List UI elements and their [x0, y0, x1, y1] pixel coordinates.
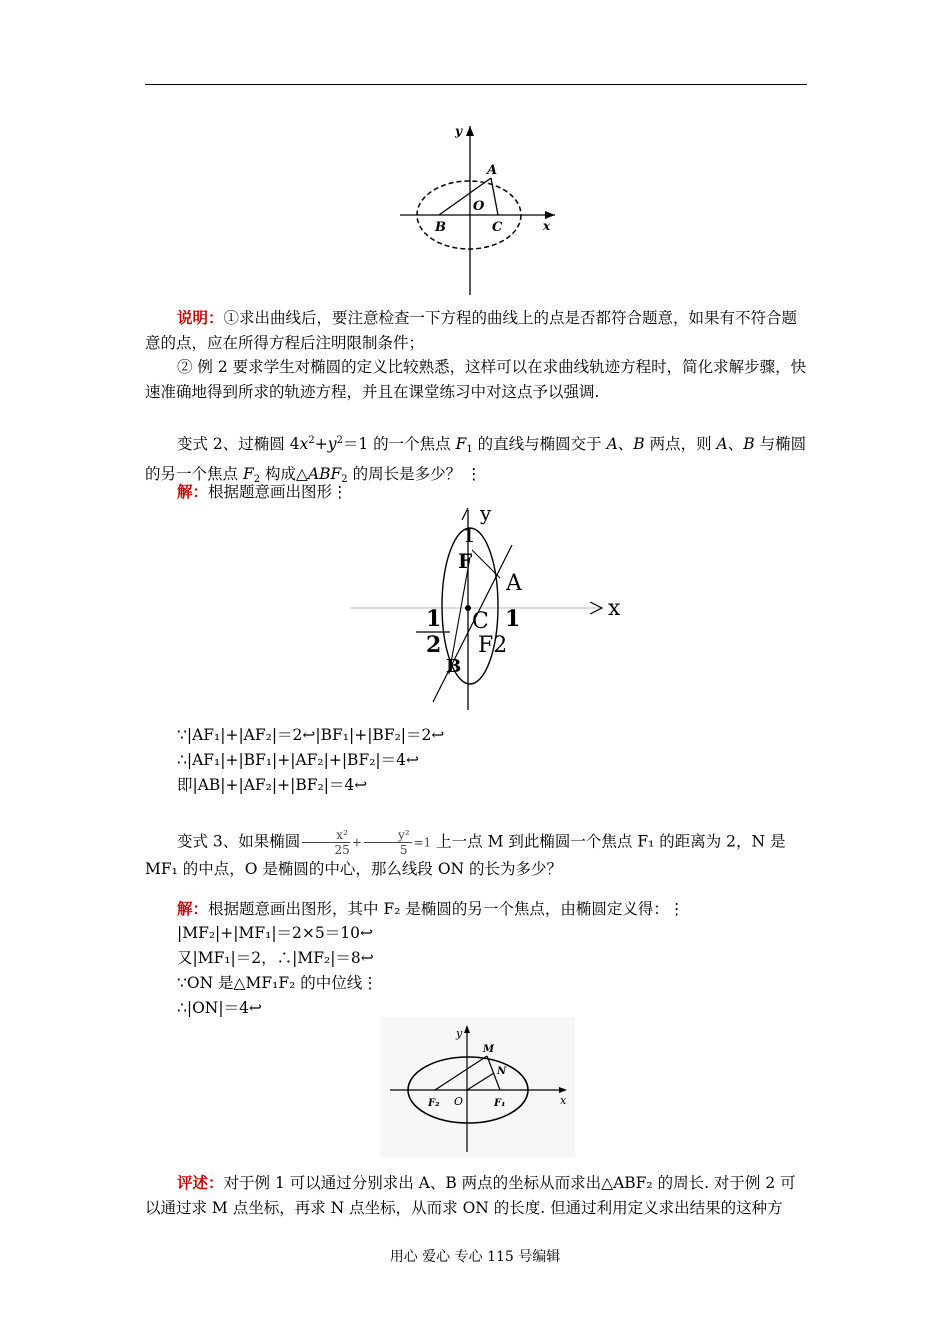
note-text-1: ①求出曲线后，要注意检查一下方程的曲线上的点是否都符合题意，如果有不符合题意的点，应在所得方程后注明限制条件；	[145, 309, 798, 352]
fig1-label-y: y	[455, 124, 462, 138]
fig2-label-x: x	[608, 596, 621, 621]
fig2-label-1-right: 1	[505, 606, 521, 632]
v2-dun2: 、	[727, 435, 744, 453]
page-footer: 用心 爱心 专心 115 号编辑	[389, 1249, 561, 1265]
note-text-2: ② 例 2 要求学生对椭圆的定义比较熟悉，这样可以在求曲线轨迹方程时，简化求解步骤，快速准确地得到所求的轨迹方程，并且在课堂练习中对这点予以强调.	[145, 358, 807, 401]
v2-part5: 与椭圆的另一个焦点	[145, 435, 807, 483]
variant3-question	[145, 828, 809, 882]
fig3-label-o: O	[454, 1095, 464, 1108]
fig3-label-n: N	[497, 1066, 507, 1077]
v3-frac1-num: x²	[302, 828, 350, 843]
fig3-label-x: x	[560, 1094, 567, 1107]
v2-part6: 构成△	[260, 465, 308, 483]
v2-b2: B	[743, 435, 755, 453]
figure-ellipse-abc	[395, 120, 565, 300]
solve3	[145, 896, 809, 922]
v2-part3: 的直线与椭圆交于	[472, 435, 607, 453]
fig3-label-y: y	[456, 1027, 463, 1040]
fig1-label-a: A	[487, 163, 498, 178]
v2-part1: 变式 2、过椭圆 4	[177, 435, 300, 453]
v2-sub3: 2	[341, 474, 348, 485]
note-line2	[145, 355, 809, 405]
eq3-line1: |MF₂|+|MF₁|＝2×5＝10↩	[177, 924, 373, 942]
eq2-line2: ∴|AF₁|+|BF₁|+|AF₂|+|BF₂|＝4↩	[177, 751, 419, 769]
comment	[145, 1170, 809, 1221]
v2-part2: ＝1 的一个焦点	[342, 435, 456, 453]
fig2-label-1-left: 1	[426, 606, 442, 632]
v3-frac2-num: y²	[364, 828, 412, 843]
v3-plus: +	[351, 835, 362, 850]
v3-part1: 变式 3、如果椭圆	[177, 832, 301, 851]
fig2-label-a: A	[506, 571, 522, 596]
fig3-label-m: M	[483, 1044, 495, 1055]
fig2-label-f: F	[458, 549, 473, 573]
fig1-label-x: x	[543, 219, 551, 233]
fig1-label-o: O	[473, 199, 485, 214]
v2-b: B	[633, 435, 645, 453]
v2-abf: ABF	[307, 465, 342, 483]
fig2-label-c: C	[472, 609, 489, 634]
v2-plus: +	[314, 435, 328, 453]
v2-a: A	[606, 435, 618, 453]
comment-label: 评述：	[177, 1173, 224, 1192]
fig3-label-f2: F₂	[428, 1098, 440, 1109]
eq2-line3: 即|AB|+|AF₂|+|BF₂|＝4↩	[177, 776, 368, 794]
v2-f2: F	[242, 465, 254, 483]
eq2-line1: ∵|AF₁|+|AF₂|＝2↩|BF₁|+|BF₂|＝2↩	[177, 726, 445, 744]
v2-x: x	[299, 435, 309, 453]
solve3-label: 解：	[177, 899, 209, 918]
v3-part2: 上一点 M 到此椭圆一个焦点 F₁ 的距离为 2，N 是 MF₁ 的中点，O 是椭圆的中心，那么线段 ON 的长为多少？	[145, 832, 786, 878]
fig1-label-c: C	[492, 220, 503, 235]
v2-y: y	[327, 435, 337, 453]
note-label: 说明：	[177, 308, 224, 327]
comment-text: 对于例 1 可以通过分别求出 A、B 两点的坐标从而求出△ABF₂ 的周长. 对于例 2 可以通过求 M 点坐标，再求 N 点坐标，从而求 ON 的长度. 但通过利用定义求出结果的这种方	[145, 1174, 796, 1217]
v2-part4: 两点，则	[644, 435, 717, 453]
v3-frac2	[364, 828, 412, 857]
v2-sub1: 1	[466, 444, 473, 455]
v2-f1: F	[455, 435, 467, 453]
solve3-text: 根据题意画出图形，其中 F₂ 是椭圆的另一个焦点，由椭圆定义得：⋮	[208, 900, 685, 918]
fig1-label-b: B	[435, 220, 446, 235]
v2-a2: A	[716, 435, 728, 453]
fig2-label-1-top: 1	[463, 523, 476, 547]
v3-frac1	[302, 828, 350, 857]
note-line1	[145, 305, 809, 356]
fig2-label-f2: F2	[478, 633, 508, 658]
fig3-label-f1: F₁	[494, 1098, 506, 1109]
fig2-label-b: B	[446, 656, 462, 677]
fig2-label-y: y	[480, 502, 492, 525]
eq3-line4: ∴|ON|＝4↩	[177, 999, 262, 1017]
solve2-text: 根据题意画出图形⋮	[208, 483, 348, 501]
v2-dun: 、	[617, 435, 634, 453]
eq3-line3: ∵ON 是△MF₁F₂ 的中位线⋮	[177, 974, 378, 992]
v2-sq1: 2	[308, 435, 315, 446]
v3-eq: =1	[413, 835, 432, 850]
eq3-line2: 又|MF₁|＝2，∴|MF₂|＝8↩	[177, 949, 374, 967]
v3-frac1-den: 25	[334, 843, 350, 857]
figure-ellipse-mn	[380, 1017, 575, 1157]
fig2-label-2: 2	[426, 632, 442, 658]
solve2-label: 解：	[177, 482, 209, 501]
v3-frac2-den: 5	[399, 843, 408, 857]
figure-vertical-ellipse	[350, 502, 640, 712]
v2-sq2: 2	[336, 435, 343, 446]
v2-sub2: 2	[253, 474, 261, 485]
header-rule	[145, 84, 807, 85]
v2-part7: 的周长是多少？ ⋮	[347, 465, 482, 483]
